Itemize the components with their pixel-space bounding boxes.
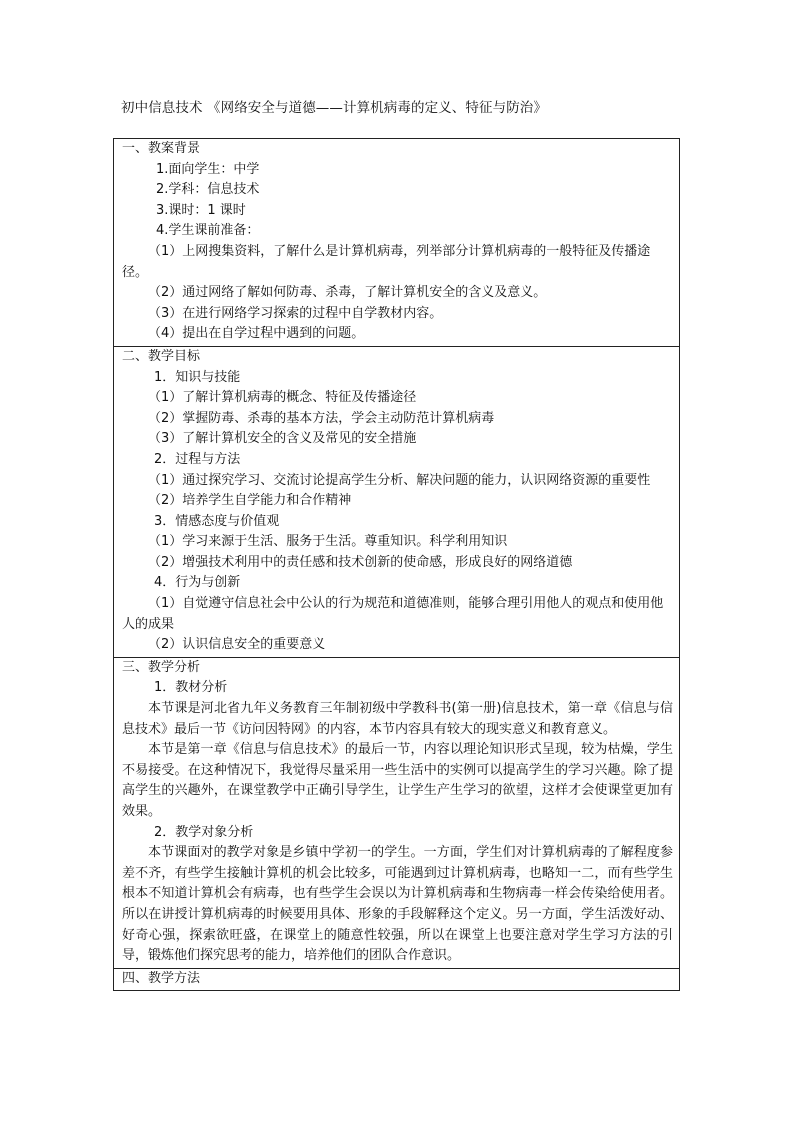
prep-item: （1）上网搜集资料，了解什么是计算机病毒，列举部分计算机病毒的一般特征及传播途径。 <box>122 243 651 280</box>
section-goals-cell <box>114 346 680 657</box>
goal-item: （2）增强技术利用中的责任感和技术创新的使命感，形成良好的网络道德 <box>148 554 573 570</box>
section-methods-cell <box>114 968 680 991</box>
background-line: 2.学科：信息技术 <box>156 182 260 198</box>
section-goals-row <box>114 346 680 657</box>
goal-item: （2）认识信息安全的重要意义 <box>148 637 326 653</box>
background-line: 1.面向学生：中学 <box>156 161 260 177</box>
section-methods-row <box>114 968 680 991</box>
background-line: 4.学生课前准备： <box>156 223 260 239</box>
analysis-paragraph: 本节课是河北省九年义务教育三年制初级中学教科书(第一册)信息技术，第一章《信息与信息技术》最后一节《访问因特网》的内容，本节内容具有较大的现实意义和教育意义。 <box>122 701 673 737</box>
goal-subheading: 3．情感态度与价值观 <box>154 513 280 529</box>
lesson-plan-table <box>113 138 680 991</box>
goal-item: （1）学习来源于生活、服务于生活。尊重知识。科学利用知识 <box>148 534 508 550</box>
document-title: 初中信息技术 《网络安全与道德——计算机病毒的定义、特征与防治》 <box>121 100 547 116</box>
background-line: 3.课时：1 课时 <box>156 202 246 218</box>
section-heading: 二、教学目标 <box>122 348 201 364</box>
section-heading: 一、教案背景 <box>122 141 201 156</box>
section-analysis-row <box>114 657 680 968</box>
section-background-row <box>114 139 680 347</box>
goal-subheading: 4．行为与创新 <box>154 575 241 591</box>
prep-item: （2）通过网络了解如何防毒、杀毒，了解计算机安全的含义及意义。 <box>148 285 547 301</box>
section-analysis-cell <box>114 657 680 968</box>
goal-item: （3）了解计算机安全的含义及常见的安全措施 <box>148 431 417 447</box>
goal-item: （2）掌握防毒、杀毒的基本方法，学会主动防范计算机病毒 <box>148 410 495 426</box>
section-heading: 三、教学分析 <box>122 659 201 675</box>
prep-item: （4）提出在自学过程中遇到的问题。 <box>148 326 365 342</box>
prep-item: （3）在进行网络学习探索的过程中自学教材内容。 <box>148 305 443 321</box>
analysis-paragraph: 本节是第一章《信息与信息技术》的最后一节，内容以理论知识形式呈现，较为枯燥，学生不易接受。在这种情况下，我觉得尽量采用一些生活中的实例可以提高学生的学习兴趣。除了提高学生的兴趣外，在课堂教学中正确引导学生，让学生产生学习的欲望，这样才会使课堂更加有效果。 <box>122 742 673 819</box>
goal-item: （1）通过探究学习、交流讨论提高学生分析、解决问题的能力，认识网络资源的重要性 <box>148 472 651 488</box>
goal-item: （1）了解计算机病毒的概念、特征及传播途径 <box>148 390 417 406</box>
analysis-subheading: 1．教材分析 <box>154 680 228 696</box>
goal-subheading: 1．知识与技能 <box>154 369 241 385</box>
section-heading: 四、教学方法 <box>122 970 201 986</box>
goal-item: （2）培养学生自学能力和合作精神 <box>148 493 352 509</box>
section-background-cell <box>114 139 680 347</box>
analysis-subheading: 2．教学对象分析 <box>154 824 254 840</box>
goal-subheading: 2．过程与方法 <box>154 451 241 467</box>
analysis-paragraph: 本节课面对的教学对象是乡镇中学初一的学生。一方面，学生们对计算机病毒的了解程度参差不齐，有些学生接触计算机的机会比较多，可能遇到过计算机病毒，也略知一二，而有些学生根本不知道计算机会有病毒，也有些学生会误以为计算机病毒和生物病毒一样会传染给使用者。所以在讲授计算机病毒的时候要用具体、形象的手段解释这个定义。另一方面，学生活泼好动、好奇心强，探索欲旺盛，在课堂上的随意性较强，所以在课堂上也要注意对学生学习方法的引导，锻炼他们探究思考的能力，培养他们的团队合作意识。 <box>122 845 673 964</box>
goal-item: （1）自觉遵守信息社会中公认的行为规范和道德准则，能够合理引用他人的观点和使用他人的成果 <box>122 596 664 632</box>
